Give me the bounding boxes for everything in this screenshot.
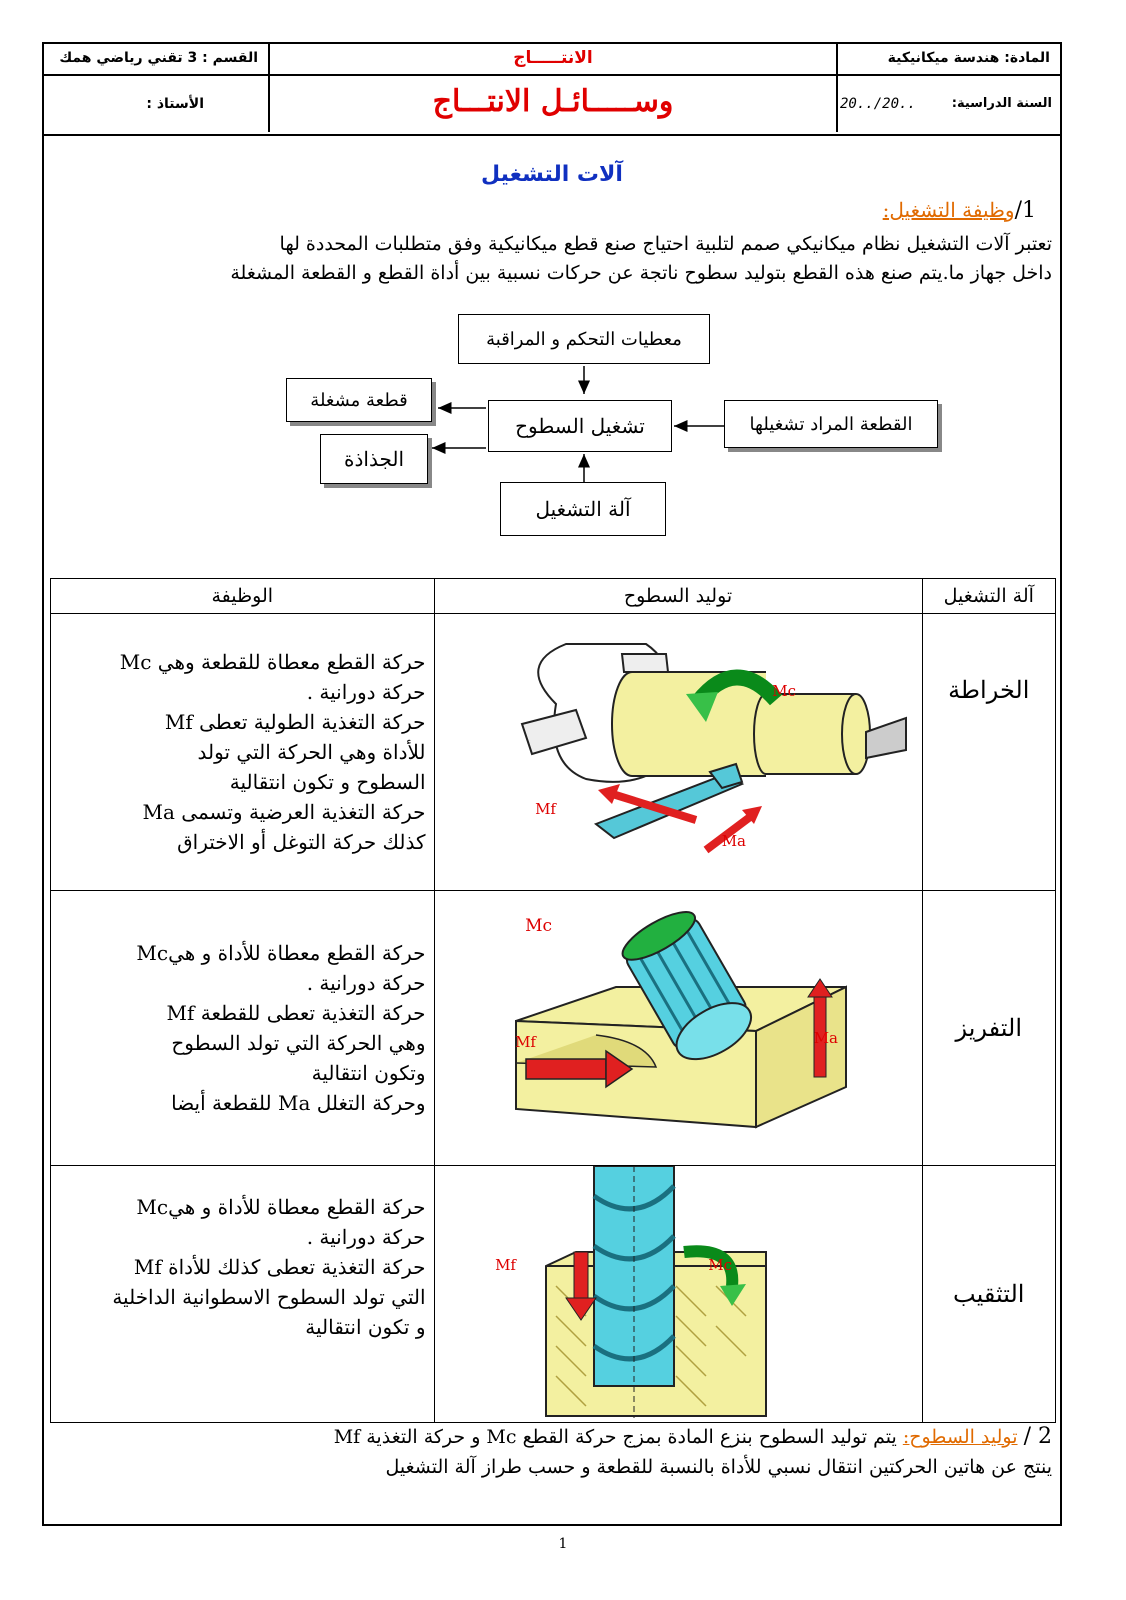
milling-label-ma: Ma bbox=[813, 1029, 838, 1047]
milling-line: وتكون انتقالية bbox=[311, 1061, 426, 1085]
section1-number: 1/ bbox=[1014, 198, 1036, 223]
table-row bbox=[51, 1166, 1056, 1423]
milling-line: حركة دورانية . bbox=[306, 971, 426, 995]
machine-turning: الخراطة bbox=[922, 614, 1056, 891]
milling-label-mf: Mf bbox=[514, 1033, 536, 1051]
turning-line: حركة دورانية . bbox=[306, 680, 426, 704]
section2-text2: ينتج عن هاتين الحركتين انتقال نسبي للأداة بالنسبة للقطعة و حسب طراز آلة التشغيل bbox=[385, 1456, 1052, 1478]
section-label: القسم : 3 تقني رياضي همك bbox=[59, 50, 258, 66]
teacher-label: الأستاذ : bbox=[146, 96, 204, 112]
turning-line: كذلك حركة التوغل أو الاختراق bbox=[177, 830, 426, 854]
machine-drilling: التثقيب bbox=[922, 1166, 1056, 1423]
header-surfaces: توليد السطوح bbox=[434, 579, 922, 614]
process-box: تشغيل السطوح bbox=[488, 400, 672, 452]
subject-label: المادة: هندسة ميكانيكية bbox=[887, 50, 1050, 66]
section1-line1: تعتبر آلات التشغيل نظام ميكانيكي صمم لتلبية احتياج صنع قطع ميكانيكية وفق متطلبات المحددة لها bbox=[279, 233, 1052, 255]
milling-illustration bbox=[436, 891, 922, 1161]
section1-title: وظيفة التشغيل: bbox=[882, 198, 1015, 222]
turning-label-ma: Ma bbox=[721, 832, 746, 850]
drilling-line: حركة التغذية تعطى كذلك للأداة Mf bbox=[133, 1255, 426, 1279]
turning-line: للأداة وهي الحركة التي تولد bbox=[197, 740, 426, 764]
drilling-line: حركة القطع معطاة للأداة و هيMc bbox=[136, 1195, 426, 1219]
milling-line: وحركة التغلل Ma للقطعة أيضا bbox=[171, 1091, 426, 1115]
year-label: السنة الدراسية: bbox=[951, 96, 1052, 111]
machine-box: آلة التشغيل bbox=[500, 482, 666, 536]
turning-label-mf: Mf bbox=[534, 800, 556, 818]
table-row bbox=[51, 891, 1056, 1166]
turning-label-mc: Mc bbox=[771, 682, 796, 700]
turning-illustration-cell bbox=[434, 614, 922, 891]
milling-line: حركة القطع معطاة للأداة و هيMc bbox=[136, 941, 426, 965]
control-box: معطيات التحكم و المراقبة bbox=[458, 314, 710, 364]
topic-label: الانتـــــاج bbox=[513, 48, 593, 68]
drilling-line: التي تولد السطوح الاسطوانية الداخلية bbox=[112, 1285, 426, 1309]
main-title: وســـــائـل الانتـــاج bbox=[432, 84, 674, 119]
output2-box: الجذاذة bbox=[320, 434, 428, 484]
drilling-function bbox=[51, 1166, 435, 1423]
turning-function bbox=[51, 614, 435, 891]
machines-table bbox=[50, 578, 1056, 1423]
turning-line: حركة التغذية الطولية تعطى Mf bbox=[164, 710, 426, 734]
turning-line: حركة التغذية العرضية وتسمى Ma bbox=[142, 800, 426, 824]
table-header-row bbox=[51, 579, 1056, 614]
section2 bbox=[52, 1422, 1052, 1482]
header-machine: آلة التشغيل bbox=[922, 579, 1056, 614]
input-box: القطعة المراد تشغيلها bbox=[724, 400, 938, 448]
milling-label-mc: Mc bbox=[524, 916, 552, 936]
drilling-illustration-cell bbox=[434, 1166, 922, 1423]
machine-milling: التفريز bbox=[922, 891, 1056, 1166]
section2-title: توليد السطوح: bbox=[902, 1426, 1018, 1448]
page-frame bbox=[42, 42, 1062, 1526]
milling-line: وهي الحركة التي تولد السطوح bbox=[171, 1031, 426, 1055]
turning-line: حركة القطع معطاة للقطعة وهي Mc bbox=[119, 650, 426, 674]
page-title: آلات التشغيل bbox=[481, 162, 623, 187]
lathe-illustration bbox=[436, 614, 922, 886]
year-value: 20../20.. bbox=[840, 96, 916, 112]
drilling-label-mf: Mf bbox=[494, 1256, 516, 1274]
milling-illustration-cell bbox=[434, 891, 922, 1166]
drilling-line: حركة دورانية . bbox=[306, 1225, 426, 1249]
turning-line: السطوح و تكون انتقالية bbox=[229, 770, 426, 794]
output1-box: قطعة مشغلة bbox=[286, 378, 432, 422]
milling-line: حركة التغذية تعطى للقطعة Mf bbox=[166, 1001, 426, 1025]
drilling-line: و تكون انتقالية bbox=[305, 1315, 426, 1339]
section1-line2: داخل جهاز ما.يتم صنع هذه القطع بتوليد سطوح ناتجة عن حركات نسبية بين أداة القطع و القطعة المشغلة bbox=[230, 262, 1052, 284]
milling-function bbox=[51, 891, 435, 1166]
section2-text1: يتم توليد السطوح بنزع المادة بمزج حركة القطع Mc و حركة التغذية Mf bbox=[333, 1426, 897, 1448]
section2-number: 2 / bbox=[1023, 1424, 1052, 1449]
drilling-illustration bbox=[436, 1166, 922, 1418]
header-function: الوظيفة bbox=[51, 579, 435, 614]
drilling-label-mc: Mc bbox=[707, 1256, 732, 1274]
table-row bbox=[51, 614, 1056, 891]
page-number: 1 bbox=[558, 1536, 568, 1552]
section2-line1 bbox=[52, 1422, 1052, 1452]
